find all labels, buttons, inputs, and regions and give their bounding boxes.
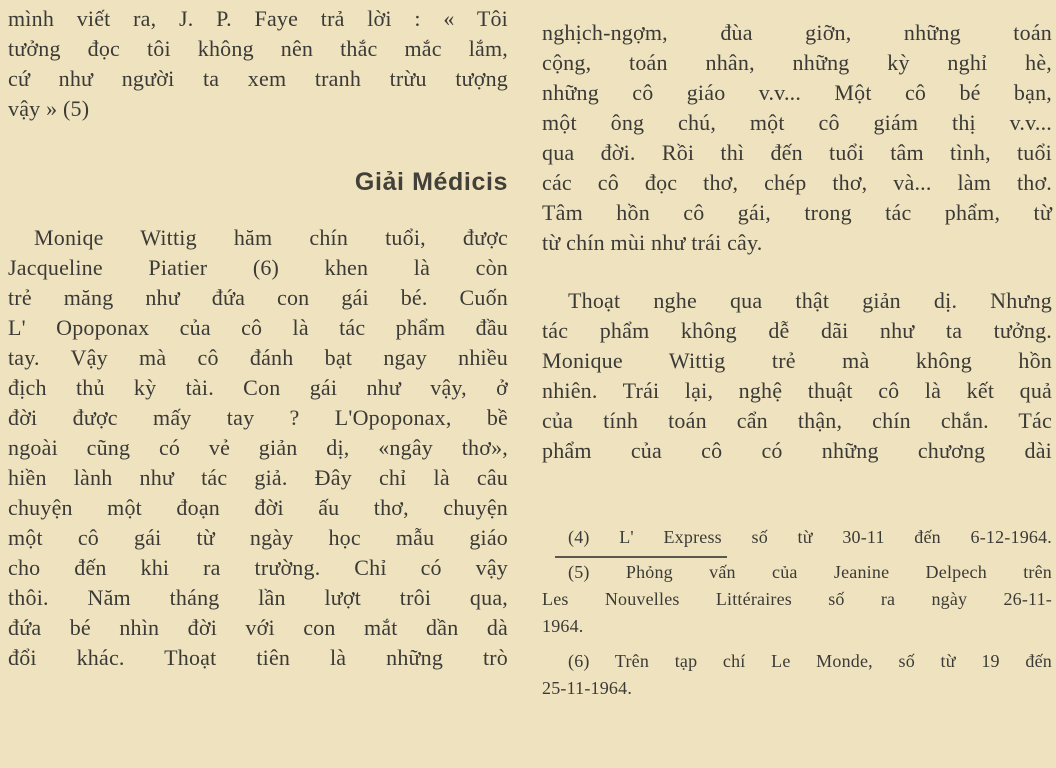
left-column <box>8 0 508 673</box>
paragraph-line: chuyện một đoạn đời ấu thơ, chuyện <box>8 495 508 520</box>
paragraph-line: trẻ măng như đứa con gái bé. Cuốn <box>8 285 508 310</box>
paragraph-line: Moniqe Wittig hăm chín tuổi, được <box>34 225 508 250</box>
paragraph-line: ngoài cũng có vẻ giản dị, «ngây thơ», <box>8 435 508 460</box>
paragraph-line: cho đến khi ra trường. Chỉ có vậy <box>8 555 508 580</box>
right-column <box>542 0 1052 702</box>
paragraph-line: đổi khác. Thoạt tiên là những trò <box>8 645 508 670</box>
footnote-6: (6) Trên tạp chí Le Monde, số từ 19 đến <box>568 651 1052 671</box>
paragraph-line: những cô giáo v.v... Một cô bé bạn, <box>542 80 1052 105</box>
paragraph-line: của tính toán cẩn thận, chín chắn. Tác <box>542 408 1052 433</box>
paragraph-line: đời được mấy tay ? L'Opoponax, bề <box>8 405 508 430</box>
paragraph-line: địch thủ kỳ tài. Con gái như vậy, ở <box>8 375 508 400</box>
intro-line: vậy » (5) <box>8 96 90 121</box>
paragraph-line: Tâm hồn cô gái, trong tác phẩm, từ <box>542 200 1052 225</box>
paragraph-line: nghịch-ngợm, đùa giỡn, những toán <box>542 20 1052 45</box>
paragraph-line: các cô đọc thơ, chép thơ, và... làm thơ. <box>542 170 1052 195</box>
footnote-5-cont: 1964. <box>542 616 584 636</box>
footnote-6-cont: 25-11-1964. <box>542 678 633 698</box>
paragraph-line: tác phẩm không dễ dãi như ta tưởng. <box>542 318 1052 343</box>
paragraph-line: một cô gái từ ngày học mẫu giáo <box>8 525 508 550</box>
footnote-5: (5) Phỏng vấn của Jeanine Delpech trên <box>568 562 1052 582</box>
intro-line: cứ như người ta xem tranh trừu tượng <box>8 66 508 91</box>
paragraph-line: nhiên. Trái lại, nghệ thuật cô là kết quả <box>542 378 1052 403</box>
paragraph-line: Monique Wittig trẻ mà không hồn <box>542 348 1052 373</box>
paragraph-line: thôi. Năm tháng lần lượt trôi qua, <box>8 585 508 610</box>
footnote-5-cont: Les Nouvelles Littéraires số ra ngày 26-11- <box>542 589 1052 609</box>
paragraph-line: qua đời. Rồi thì đến tuổi tâm tình, tuổi <box>542 140 1052 165</box>
paragraph-line: Jacqueline Piatier (6) khen là còn <box>8 255 508 280</box>
paragraph-line: đứa bé nhìn đời với con mắt dần dà <box>8 615 508 640</box>
footnote-4: (4) L' Express số từ 30-11 đến 6-12-1964. <box>568 527 1052 547</box>
paragraph-line: Thoạt nghe qua thật giản dị. Nhưng <box>568 288 1052 313</box>
intro-line: tưởng đọc tôi không nên thắc mắc lắm, <box>8 36 508 61</box>
paragraph-line: cộng, toán nhân, những kỳ nghỉ hè, <box>542 50 1052 75</box>
paragraph-line: tay. Vậy mà cô đánh bạt ngay nhiều <box>8 345 508 370</box>
paragraph-line: phẩm của cô có những chương dài <box>542 438 1052 463</box>
section-heading: Giải Médicis <box>354 168 508 196</box>
paragraph-line: từ chín mùi như trái cây. <box>542 230 763 255</box>
footnotes <box>542 524 1052 702</box>
paragraph-line: hiền lành như tác giả. Đây chỉ là câu <box>8 465 508 490</box>
paragraph-line: L' Opoponax của cô là tác phẩm đầu <box>8 315 508 340</box>
footnote-divider <box>555 556 727 558</box>
paragraph-line: một ông chú, một cô giám thị v.v... <box>542 110 1052 135</box>
intro-line: mình viết ra, J. P. Faye trả lời : « Tôi <box>8 6 508 31</box>
